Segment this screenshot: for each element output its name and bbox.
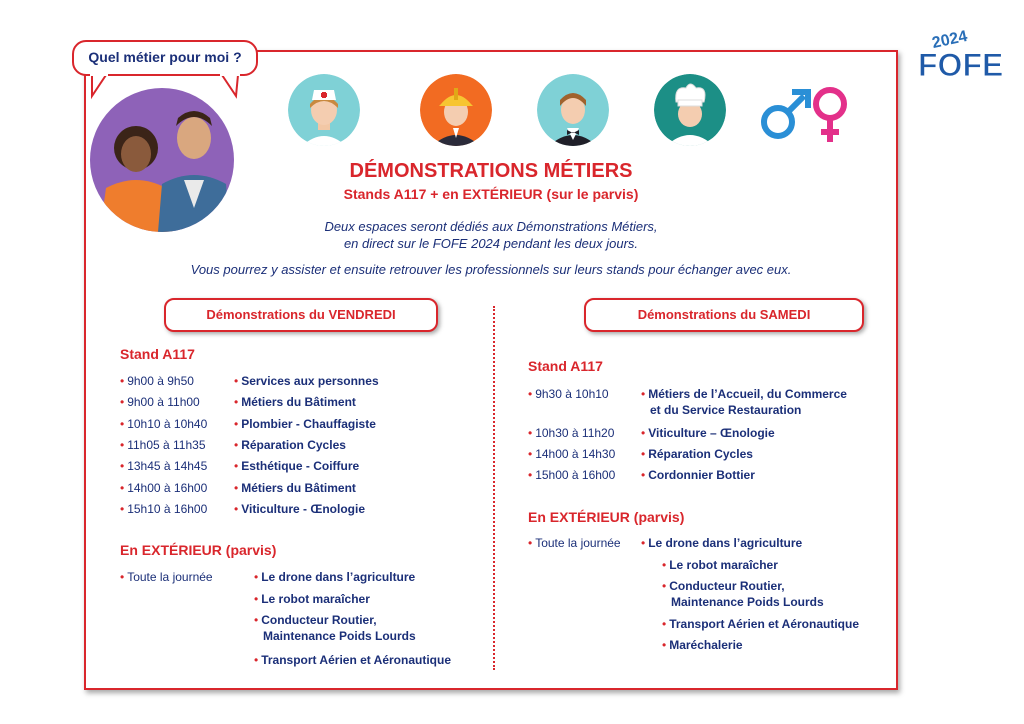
saturday-label-box: Démonstrations du SAMEDI <box>584 298 864 332</box>
saturday-time-1: • 10h30 à 11h20 <box>528 426 615 440</box>
friday-time-3: • 11h05 à 11h35 <box>120 438 206 452</box>
nurse-icon <box>288 74 360 146</box>
friday-outdoor-item-1: • Le robot maraîcher <box>254 592 370 606</box>
friday-outdoor-item-2: • Conducteur Routier, Maintenance Poids Lourds <box>254 613 416 643</box>
construction-worker-icon <box>420 74 492 146</box>
saturday-activity-2: • Réparation Cycles <box>641 447 753 461</box>
page-title: DÉMONSTRATIONS MÉTIERS <box>349 160 633 182</box>
friday-activity-6: • Viticulture - Œnologie <box>234 502 365 516</box>
waiter-icon <box>537 74 609 146</box>
saturday-outdoor-item-3: • Transport Aérien et Aéronautique <box>662 617 860 631</box>
friday-time-1: • 9h00 à 11h00 <box>120 395 200 409</box>
saturday-stand-title: Stand A117 <box>528 358 603 374</box>
gender-symbols-icon <box>758 82 856 144</box>
chef-icon <box>654 74 726 146</box>
saturday-outdoor-title: En EXTÉRIEUR (parvis) <box>528 509 685 525</box>
friday-time-2: • 10h10 à 10h40 <box>120 417 208 431</box>
friday-time-5: • 14h00 à 16h00 <box>120 481 208 495</box>
saturday-time-3: • 15h00 à 16h00 <box>528 468 616 482</box>
intro-text-2: Vous pourrez y assister et ensuite retrouver les professionnels sur leurs stands pour échanger avec eux. <box>190 262 792 277</box>
saturday-outdoor-time: • Toute la journée <box>528 536 621 550</box>
saturday-activity-3: • Cordonnier Bottier <box>641 468 755 482</box>
friday-time-4: • 13h45 à 14h45 <box>120 459 208 473</box>
friday-outdoor-item-0: • Le drone dans l’agriculture <box>254 570 416 584</box>
column-divider <box>493 306 495 670</box>
friday-activity-1: • Métiers du Bâtiment <box>234 395 356 409</box>
intro-text: Deux espaces seront dédiés aux Démonstrations Métiers, en direct sur le FOFE 2024 pendant les deux jours. <box>324 219 658 251</box>
bubble-text: Quel métier pour moi ? <box>88 49 242 65</box>
friday-activity-4: • Esthétique - Coiffure <box>234 459 360 473</box>
saturday-time-0: • 9h30 à 10h10 <box>528 387 609 401</box>
saturday-time-2: • 14h00 à 14h30 <box>528 447 616 461</box>
friday-activity-5: • Métiers du Bâtiment <box>234 481 356 495</box>
friday-label-box: Démonstrations du VENDREDI <box>164 298 438 332</box>
saturday-activity-1: • Viticulture – Œnologie <box>641 426 775 440</box>
friday-time-0: • 9h00 à 9h50 <box>120 374 194 388</box>
fofe-logo <box>912 22 1004 84</box>
friday-stand-title: Stand A117 <box>120 346 195 362</box>
friday-outdoor-item-3: • Transport Aérien et Aéronautique <box>254 653 452 667</box>
saturday-outdoor-item-0: • Le drone dans l’agriculture <box>641 536 803 550</box>
friday-time-6: • 15h10 à 16h00 <box>120 502 208 516</box>
saturday-outdoor-item-1: • Le robot maraîcher <box>662 558 778 572</box>
saturday-activity-0: • Métiers de l’Accueil, du Commerce et du Service Restauration <box>641 387 847 417</box>
friday-activity-2: • Plombier - Chauffagiste <box>234 417 376 431</box>
friday-activity-0: • Services aux personnes <box>234 374 379 388</box>
friday-outdoor-title: En EXTÉRIEUR (parvis) <box>120 542 277 558</box>
friday-outdoor-time: • Toute la journée <box>120 570 213 584</box>
friday-activity-3: • Réparation Cycles <box>234 438 346 452</box>
svg-text:FOFE: FOFE <box>918 47 1004 83</box>
svg-text:2024: 2024 <box>930 27 969 52</box>
page-subtitle: Stands A117 + en EXTÉRIEUR (sur le parvis) <box>343 186 639 202</box>
saturday-outdoor-item-2: • Conducteur Routier, Maintenance Poids Lourds <box>662 579 824 609</box>
saturday-outdoor-item-4: • Maréchalerie <box>662 638 743 652</box>
